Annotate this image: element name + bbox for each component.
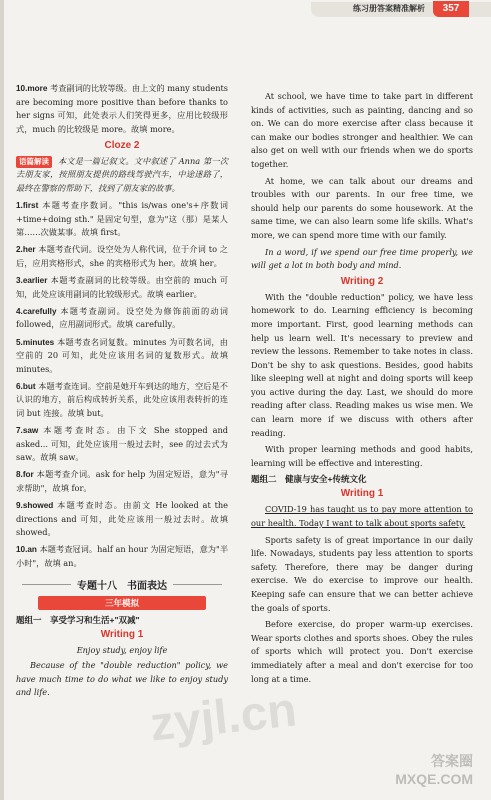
answer-item	[16, 543, 228, 570]
passage-tag: 语篇解读	[16, 156, 52, 168]
essay-paragraph: Sports safety is of great importance in our daily life. Nowadays, students pay less attention to sports safety. Therefore, there may be danger during exercise. We do exercise to improve our health. Keeping safe can ensure that we can better achieve the goals of sports.	[251, 534, 473, 613]
answer-list	[16, 199, 228, 570]
page-edge	[0, 0, 4, 800]
answer-text: 本题考查冠词。half an hour 为固定短语，意为"半小时"，故填 an。	[16, 544, 229, 568]
group-heading: 题组二 健康与安全+传统文化	[251, 474, 367, 485]
answer-item	[16, 274, 228, 301]
seal-logo: 答案圈 MXQE.COM	[395, 753, 473, 787]
answer-number: 10.more	[16, 84, 48, 93]
essay-paragraph: Before exercise, do proper warm-up exercises. Wear sports clothes and sports shoes. Obey the rules of sports which will protect you. Don't exercise immediately after a meal and don't exercise for too long at a time.	[251, 619, 473, 684]
watermark: zyjl.cn	[147, 683, 300, 752]
answer-item	[16, 243, 228, 270]
answer-item	[16, 424, 228, 465]
answer-item	[16, 82, 228, 136]
three-year-banner: 三年模拟	[38, 596, 206, 610]
answer-item	[16, 305, 228, 332]
answer-text: 本题考查序数词。"this is/was one's+序数词+time+doing sth." 是固定句型，意为"这（那）是某人第……次做某事。故填 first。	[16, 200, 228, 238]
answer-number: 6.but	[16, 381, 36, 391]
answer-text: 本题考查连词。空前是她开车到达的地方，空后是不认识的地方，前后构成转折关系，此处应该用表转折的连词 but 连接。故填 but。	[16, 380, 228, 418]
topic-title: 专题十八 书面表达	[77, 580, 167, 592]
essay-title: Enjoy study, enjoy life	[76, 644, 168, 655]
answer-item	[16, 468, 228, 495]
answer-number: 1.first	[16, 201, 39, 211]
passage-summary	[16, 155, 228, 196]
answer-number: 5.minutes	[16, 337, 55, 347]
answer-number: 7.saw	[16, 426, 39, 436]
topic-title-row	[16, 577, 228, 592]
divider	[22, 584, 71, 585]
essay-paragraph: At home, we can talk about our dreams and troubles with our parents. In our free time, we should help our parents do some housework. At the same time, we can also learn some life skills. What's more, we can spend more time with our family.	[251, 175, 473, 240]
answer-text: 本题考查副词。设空处为修饰前面的动词 followed，应用副词形式。故填 carefully。	[16, 305, 228, 330]
essay-conclusion: In a word, if we spend our free time properly, we will get a lot in both body and mind.	[251, 246, 473, 271]
cloze-heading: Cloze 2	[104, 139, 140, 151]
answer-number: 2.her	[16, 245, 36, 255]
page-number: 357	[433, 1, 469, 17]
answer-item	[16, 336, 228, 377]
writing-heading: Writing 2	[340, 275, 384, 287]
essay-paragraph: Because of the "double reduction" policy, we have much time to do what we like to enjoy study and life.	[16, 660, 228, 698]
essay-paragraph: With the "double reduction" policy, we have less homework to do. Learning efficiency is becoming more important. First, good learning methods can help us learn well. It's necessary to preview and review the lessons. Remember to take notes in class. Don't be shy to ask questions. Besides, good habits like sleeping well at night and doing sports will keep you active during the day. Last, we should do more reading after class. Reading makes us wise men. We can learn more if we discuss with others after reading.	[251, 291, 473, 438]
page-header	[0, 0, 491, 18]
answer-number: 4.carefully	[16, 306, 57, 316]
answer-text: 本题考查介词。ask for help 为固定短语，意为"寻求帮助"，故填 for。	[16, 469, 228, 493]
answer-number: 3.earlier	[16, 276, 48, 286]
answer-item	[16, 199, 228, 240]
answer-text: 本题考查名词复数。minutes 为可数名词，由空前的 20 可知，此处应该用名词的复数形式。故填 minutes。	[16, 336, 228, 374]
writing-heading: Writing 1	[340, 488, 384, 500]
essay-paragraph: COVID-19 has taught us to pay more attention to our health. Today I want to talk about sports safety.	[251, 504, 473, 529]
answer-number: 8.for	[16, 470, 34, 480]
essay-paragraph: At school, we have time to take part in different kinds of activities, such as painting, dancing and so on. We can do more exercise after class because it can make our bodies stronger and healthier. We can also get on well with our friends when we do sports together.	[251, 91, 473, 169]
answer-text: 本题考查代词。设空处为人称代词，位于介词 to 之后，应用宾格形式，she 的宾格形式为 her。故填 her。	[16, 244, 228, 269]
answer-text: 本题考查时态。由下文 She stopped and asked... 可知，此处应该用一般过去时，see 的过去式为 saw。故填 saw。	[16, 425, 228, 463]
writing-heading: Writing 1	[100, 628, 144, 640]
left-column	[16, 82, 228, 703]
essay-paragraph: With proper learning methods and good habits, learning will be effective and interesting.	[251, 444, 473, 468]
answer-number: 9.showed	[16, 501, 54, 511]
answer-text: 考查副词的比较等级。由上文的 many students are becoming more positive than before thanks to her signs 可知，此处表示人们笑得更多，应用比较级形式，much 的比较级是 more。故填 more。	[16, 83, 229, 134]
passage-text: 本文是一篇记叙文。文中叙述了 Anna 第一次去朋友家，按照朋友提供的路线驾驶汽车，中途迷路了，最终在警察的帮助下，找到了朋友家的故事。	[16, 155, 229, 194]
answer-text: 本题考查副词的比较等级。由空前的 much 可知，此处应该用副词的比较级形式。故填 earlier。	[16, 275, 228, 299]
right-column	[251, 90, 473, 689]
answer-item	[16, 380, 228, 421]
answer-item	[16, 499, 228, 540]
answer-number: 10.an	[16, 545, 37, 555]
answer-text: 本题考查时态。由前文 He looked at the directions and 可知，此处应该用一般过去时。故填 showed。	[16, 500, 228, 538]
divider	[173, 584, 222, 585]
group-heading: 题组一 享受学习和生活+"双减"	[16, 614, 140, 625]
header-title: 练习册答案精准解析	[353, 4, 425, 13]
